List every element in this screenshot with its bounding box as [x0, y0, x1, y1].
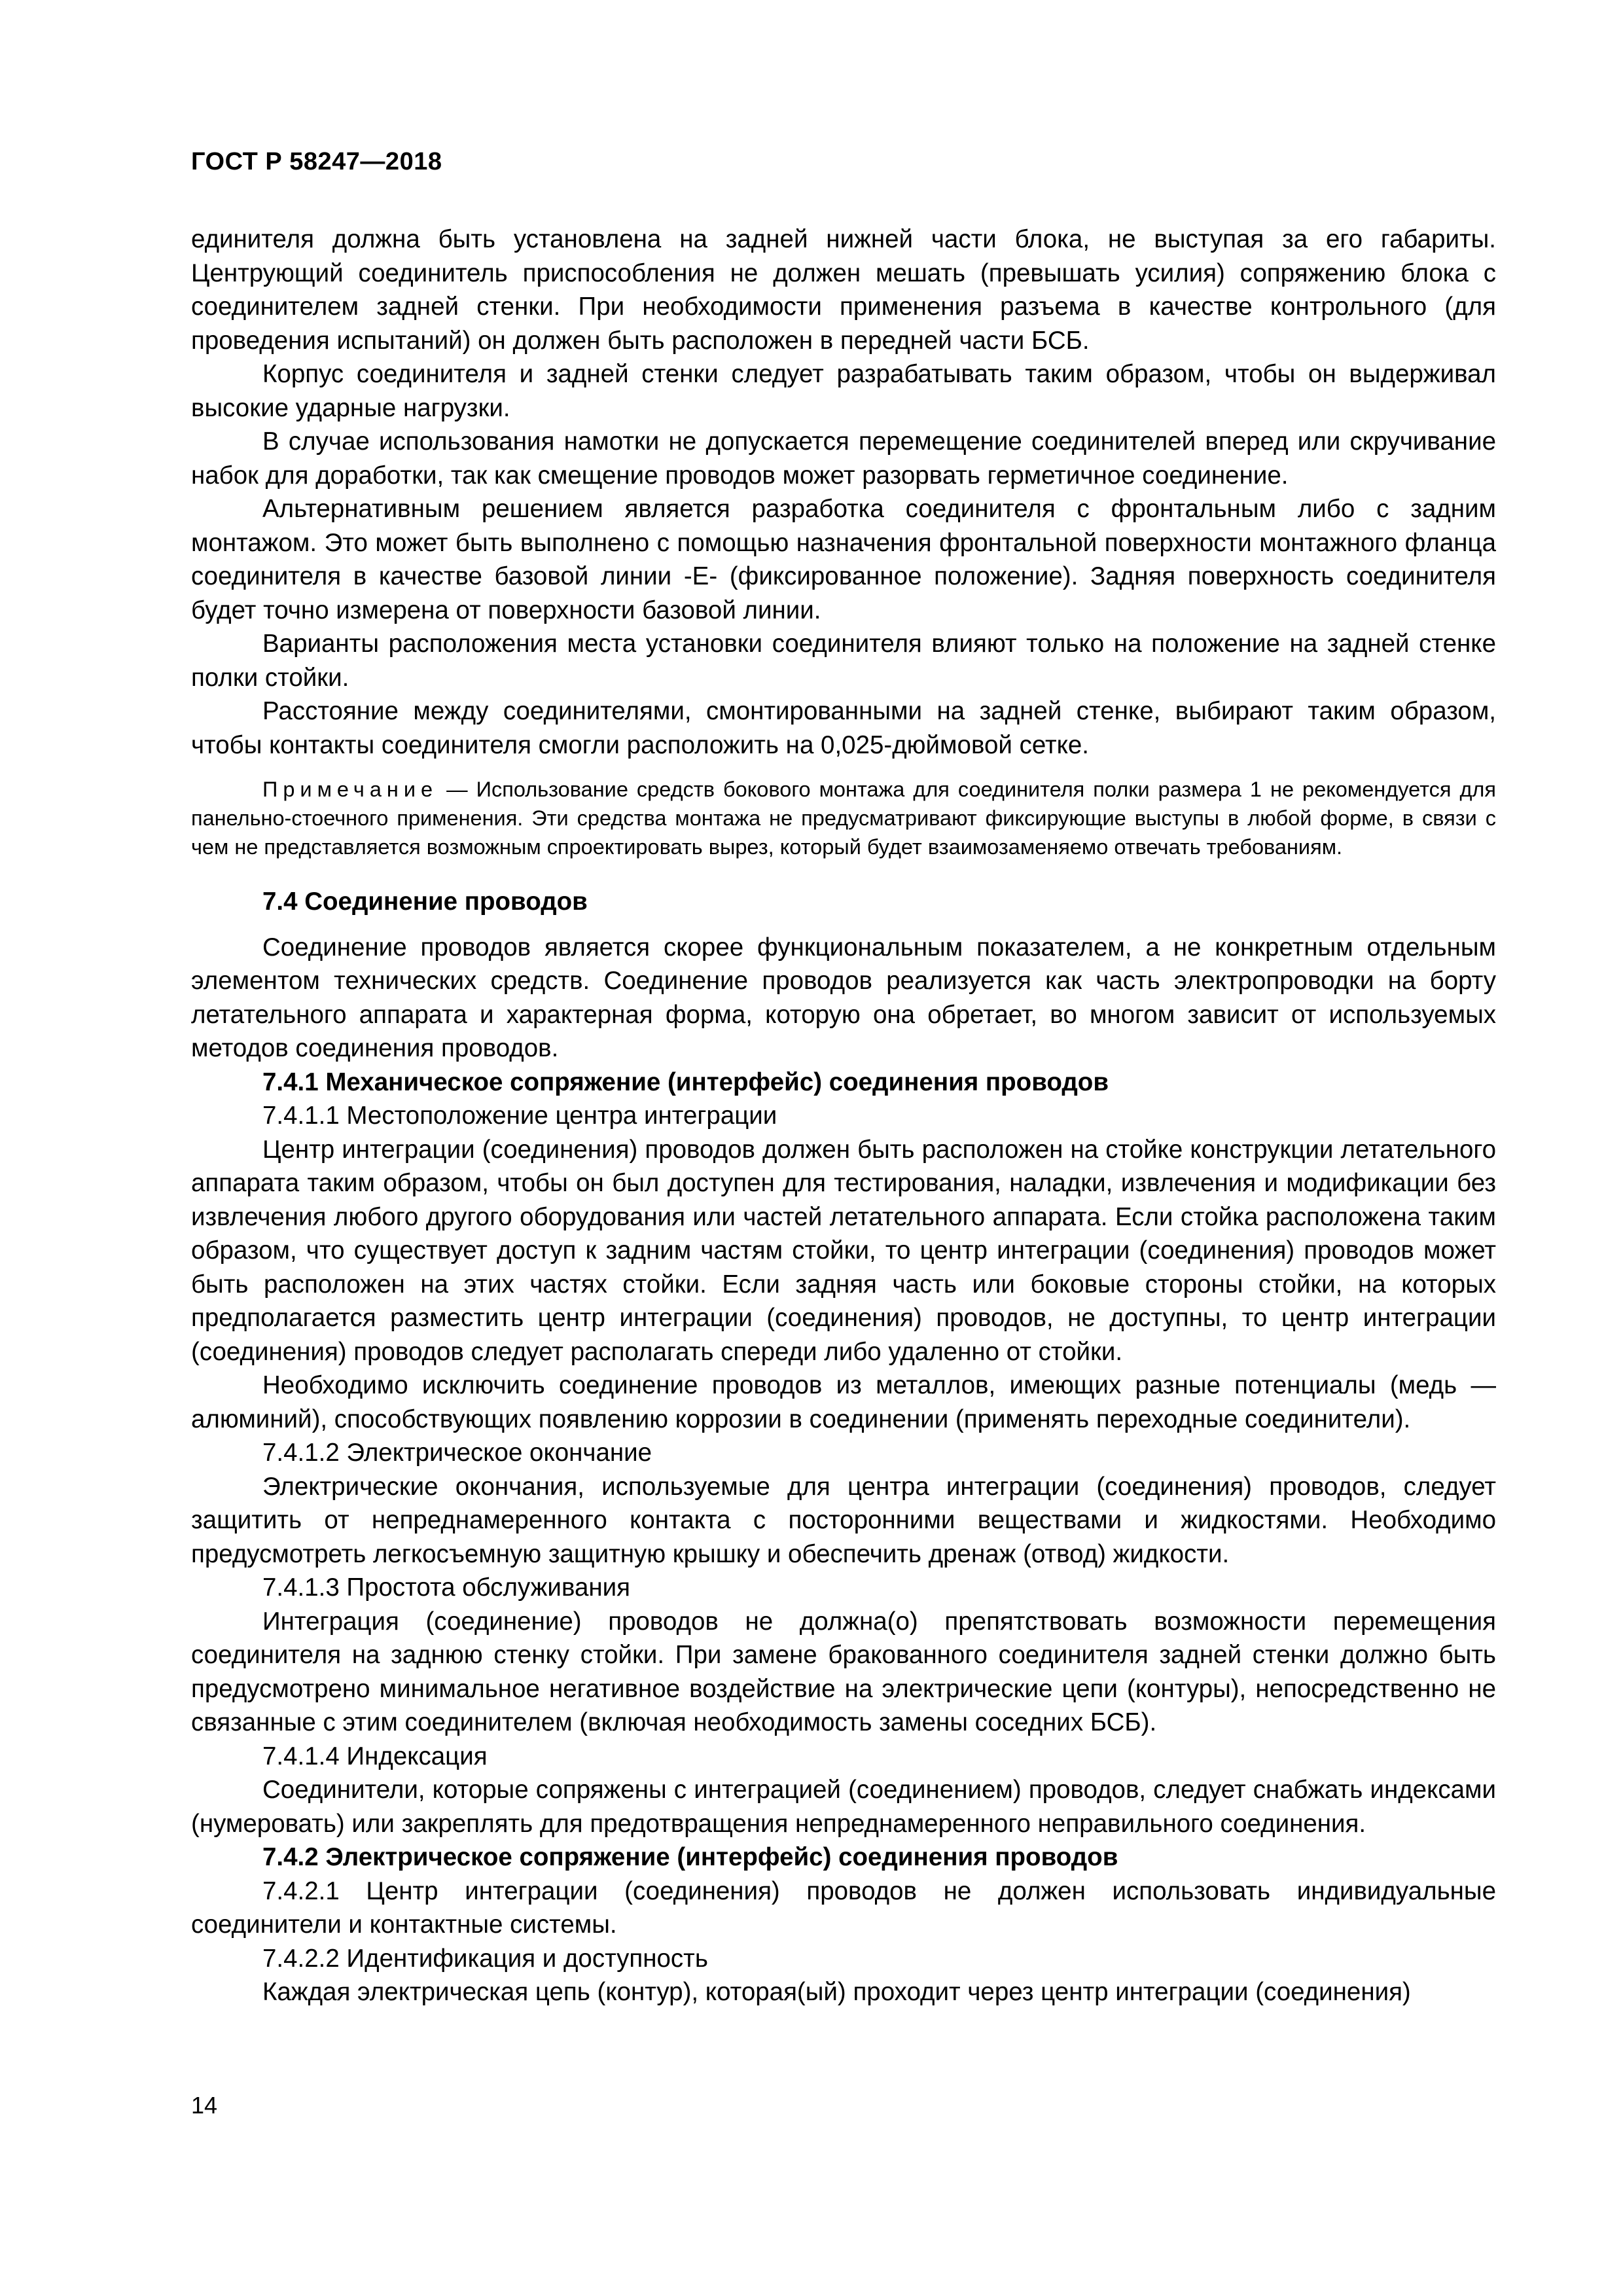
- subsection-title-7-4-1: 7.4.1 Механическое сопряжение (интерфейс) соединения проводов: [262, 1067, 1109, 1096]
- subsection-title-7-4-1-4: 7.4.1.4 Индексация: [262, 1742, 488, 1770]
- paragraph: 7.4.2.1 Центр интеграции (соединения) проводов не должен использовать индивидуальные соединители и контактные системы.: [191, 1876, 1496, 1939]
- paragraph: Центр интеграции (соединения) проводов должен быть расположен на стойке конструкции летательного аппарата таким образом, чтобы он был доступен для тестирования, наладки, извлечения и модификации без извлечения любого другого оборудования или частей летательного аппарата. Если стойка расположена таким образом, что существует доступ к задним частям стойки, то центр интеграции (соединения) проводов может быть расположен на этих частях стойки. Если задняя часть или боковые стороны стойки, на которых предполагается разместить центр интеграции (соединения) проводов, не доступны, то центр интеграции (соединения) проводов следует располагать спереди либо удаленно от стойки.: [191, 1135, 1496, 1366]
- document-body: [191, 223, 1496, 2009]
- section-title-7-4: 7.4 Соединение проводов: [262, 888, 588, 916]
- note-label: Примечание: [262, 778, 438, 801]
- subsection-title-7-4-2: 7.4.2 Электрическое сопряжение (интерфейс) соединения проводов: [262, 1843, 1118, 1871]
- subsection-title-7-4-2-2: 7.4.2.2 Идентификация и доступность: [262, 1944, 708, 1973]
- paragraph: Необходимо исключить соединение проводов из металлов, имеющих разные потенциалы (медь — алюминий), способствующих появлению коррозии в соединении (применять переходные соединители).: [191, 1371, 1496, 1433]
- paragraph: Каждая электрическая цепь (контур), которая(ый) проходит через центр интеграции (соединения): [262, 1978, 1411, 2006]
- paragraph: единителя должна быть установлена на задней нижней части блока, не выступая за его габариты. Центрующий соединитель приспособления не должен мешать (превышать усилия) сопряжению блока с соединителем задней стенки. При необходимости применения разъема в качестве контрольного (для проведения испытаний) он должен быть расположен в передней части БСБ.: [191, 225, 1496, 355]
- paragraph: Соединение проводов является скорее функциональным показателем, а не конкретным отдельным элементом технических средств. Соединение проводов реализуется как часть электропроводки на борту летательного аппарата и характерная форма, которую она обретает, во многом зависит от используемых методов соединения проводов.: [191, 933, 1496, 1062]
- paragraph: Альтернативным решением является разработка соединителя с фронтальным либо с задним монтажом. Это может быть выполнено с помощью назначения фронтальной поверхности монтажного фланца соединителя в качестве базовой линии -Е- (фиксированное положение). Задняя поверхность соединителя будет точно измерена от поверхности базовой линии.: [191, 495, 1496, 624]
- note-text: — Использование средств бокового монтажа для соединителя полки размера 1 не рекомендуется для панельно-стоечного применения. Эти средства монтажа не предусматривают фиксирующие выступы в любой форме, в связи с чем не представляется возможным спроектировать вырез, который будет взаимозаменяемо отвечать требованиям.: [191, 778, 1496, 859]
- paragraph: Варианты расположения места установки соединителя влияют только на положение на задней стенке полки стойки.: [191, 630, 1496, 692]
- paragraph: В случае использования намотки не допускается перемещение соединителей вперед или скручивание набок для доработки, так как смещение проводов может разорвать герметичное соединение.: [191, 427, 1496, 490]
- paragraph: Расстояние между соединителями, смонтированными на задней стенке, выбирают таким образом, чтобы контакты соединителя смогли расположить на 0,025-дюймовой сетке.: [191, 697, 1496, 759]
- paragraph: Электрические окончания, используемые для центра интеграции (соединения) проводов, следует защитить от непреднамеренного контакта с посторонними веществами и жидкостями. Необходимо предусмотреть легкосъемную защитную крышку и обеспечить дренаж (отвод) жидкости.: [191, 1472, 1496, 1568]
- subsection-title-7-4-1-2: 7.4.1.2 Электрическое окончание: [262, 1439, 652, 1467]
- subsection-title-7-4-1-3: 7.4.1.3 Простота обслуживания: [262, 1573, 630, 1602]
- subsection-title-7-4-1-1: 7.4.1.1 Местоположение центра интеграции: [262, 1102, 777, 1130]
- note-block: [191, 775, 1496, 861]
- paragraph: Корпус соединителя и задней стенки следует разрабатывать таким образом, чтобы он выдерживал высокие ударные нагрузки.: [191, 360, 1496, 422]
- paragraph: Интеграция (соединение) проводов не должна(о) препятствовать возможности перемещения соединителя на заднюю стенку стойки. При замене бракованного соединителя задней стенки должно быть предусмотрено минимальное негативное воздействие на электрические цепи (контуры), непосредственно не связанные с этим соединителем (включая необходимость замены соседних БСБ).: [191, 1607, 1496, 1736]
- document-code-header: ГОСТ Р 58247—2018: [191, 148, 442, 175]
- paragraph: Соединители, которые сопряжены с интеграцией (соединением) проводов, следует снабжать индексами (нумеровать) или закреплять для предотвращения непреднамеренного неправильного соединения.: [191, 1776, 1496, 1838]
- page-number: 14: [191, 2092, 218, 2119]
